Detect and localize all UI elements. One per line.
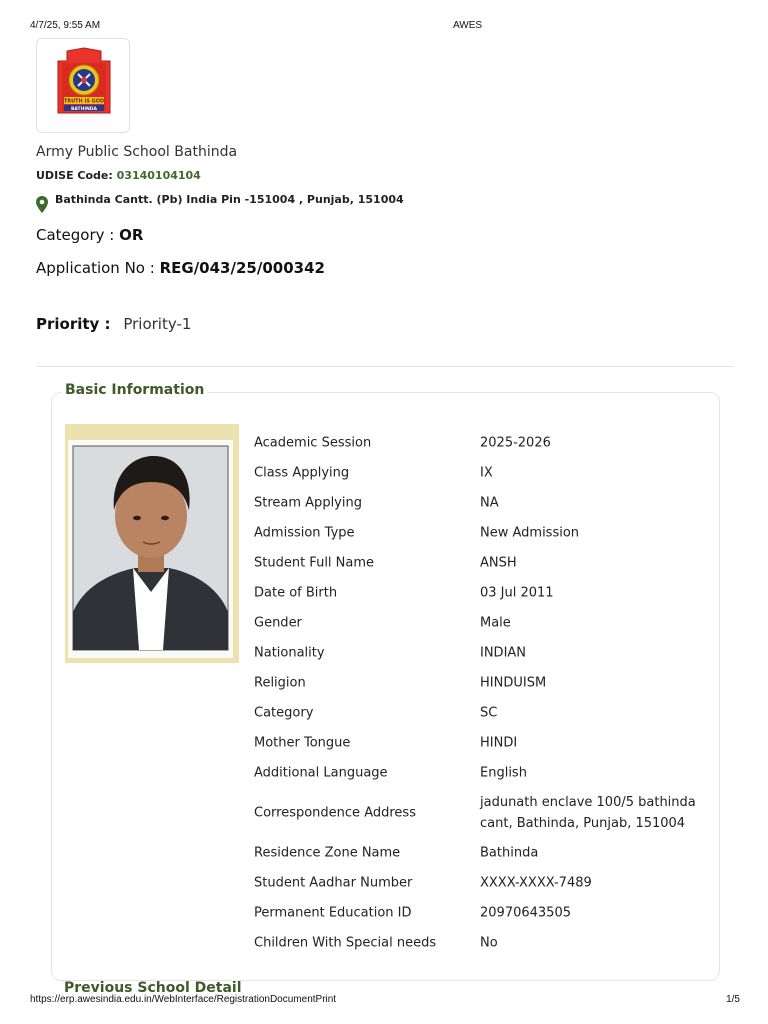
info-row <box>254 668 714 698</box>
info-label: Student Full Name <box>254 555 375 571</box>
info-label: Stream Applying <box>254 495 362 511</box>
info-value: 03 Jul 2011 <box>480 585 554 601</box>
application-label: Application No : <box>36 259 155 277</box>
info-label: Admission Type <box>254 525 355 541</box>
application-number <box>36 259 325 277</box>
info-value: Male <box>480 615 511 631</box>
info-label: Permanent Education ID <box>254 905 412 921</box>
info-label: Correspondence Address <box>254 805 416 821</box>
school-address-text: Bathinda Cantt. (Pb) India Pin -151004 , Punjab, 151004 <box>55 193 404 206</box>
info-value: NA <box>480 495 499 511</box>
print-page-number: 1/5 <box>726 994 740 1005</box>
print-timestamp: 4/7/25, 9:55 AM <box>30 20 101 31</box>
info-value: XXXX-XXXX-7489 <box>480 875 592 891</box>
info-label: Category <box>254 705 314 721</box>
info-row <box>254 788 714 838</box>
priority-value: Priority-1 <box>123 315 192 333</box>
school-logo <box>36 38 130 133</box>
info-label: Additional Language <box>254 765 388 781</box>
info-value: IX <box>480 465 493 481</box>
application-value: REG/043/25/000342 <box>159 259 325 277</box>
info-row <box>254 518 714 548</box>
info-label: Academic Session <box>254 435 372 451</box>
info-row <box>254 928 714 958</box>
info-value: jadunath enclave 100/5 bathinda cant, Bathinda, Punjab, 151004 <box>480 795 696 831</box>
udise-code: 03140104104 <box>116 169 201 182</box>
info-label: Class Applying <box>254 465 350 481</box>
info-label: Date of Birth <box>254 585 338 601</box>
info-value: English <box>480 765 527 781</box>
info-value: HINDI <box>480 735 518 751</box>
school-crest-logo <box>53 47 115 125</box>
info-row <box>254 898 714 928</box>
priority-label: Priority : <box>36 315 111 333</box>
svg-text:BATHINDA: BATHINDA <box>70 106 98 112</box>
info-label: Student Aadhar Number <box>254 875 413 891</box>
info-value: SC <box>480 705 498 721</box>
info-row <box>254 608 714 638</box>
info-value: HINDUISM <box>480 675 547 691</box>
print-footer <box>30 994 740 1006</box>
info-label: Residence Zone Name <box>254 845 401 861</box>
priority <box>36 315 191 333</box>
info-value: New Admission <box>480 525 580 541</box>
category-value: OR <box>119 226 144 244</box>
info-label: Nationality <box>254 645 325 661</box>
info-row <box>254 488 714 518</box>
info-value: No <box>480 935 498 951</box>
previous-school-detail-title: Previous School Detail <box>64 980 242 994</box>
basic-information-table <box>254 428 714 958</box>
map-pin-icon <box>36 196 48 213</box>
info-value: Bathinda <box>480 845 539 861</box>
svg-text:TRUTH IS GOD: TRUTH IS GOD <box>63 98 105 105</box>
print-url: https://erp.awesindia.edu.in/WebInterface/RegistrationDocumentPrint <box>30 994 337 1005</box>
print-header <box>30 20 740 32</box>
school-name: Army Public School Bathinda <box>36 144 238 160</box>
info-row <box>254 638 714 668</box>
info-row <box>254 428 714 458</box>
section-divider <box>36 366 734 367</box>
info-row <box>254 838 714 868</box>
info-value: 2025-2026 <box>480 435 551 451</box>
info-row <box>254 578 714 608</box>
print-doc-title: AWES <box>453 20 483 31</box>
basic-information-title: Basic Information <box>62 382 207 398</box>
info-row <box>254 698 714 728</box>
info-row <box>254 548 714 578</box>
info-label: Mother Tongue <box>254 735 351 751</box>
category-label: Category : <box>36 226 115 244</box>
info-row <box>254 868 714 898</box>
info-row <box>254 728 714 758</box>
info-label: Gender <box>254 615 302 631</box>
info-value: 20970643505 <box>480 905 571 921</box>
info-label: Children With Special needs <box>254 935 437 951</box>
info-row <box>254 458 714 488</box>
application-category <box>36 226 143 244</box>
udise-label: UDISE Code: <box>36 169 113 182</box>
student-photo <box>65 424 239 663</box>
info-label: Religion <box>254 675 306 691</box>
info-row <box>254 758 714 788</box>
info-value: ANSH <box>480 555 517 571</box>
udise-line <box>36 169 201 182</box>
info-value: INDIAN <box>480 645 527 661</box>
